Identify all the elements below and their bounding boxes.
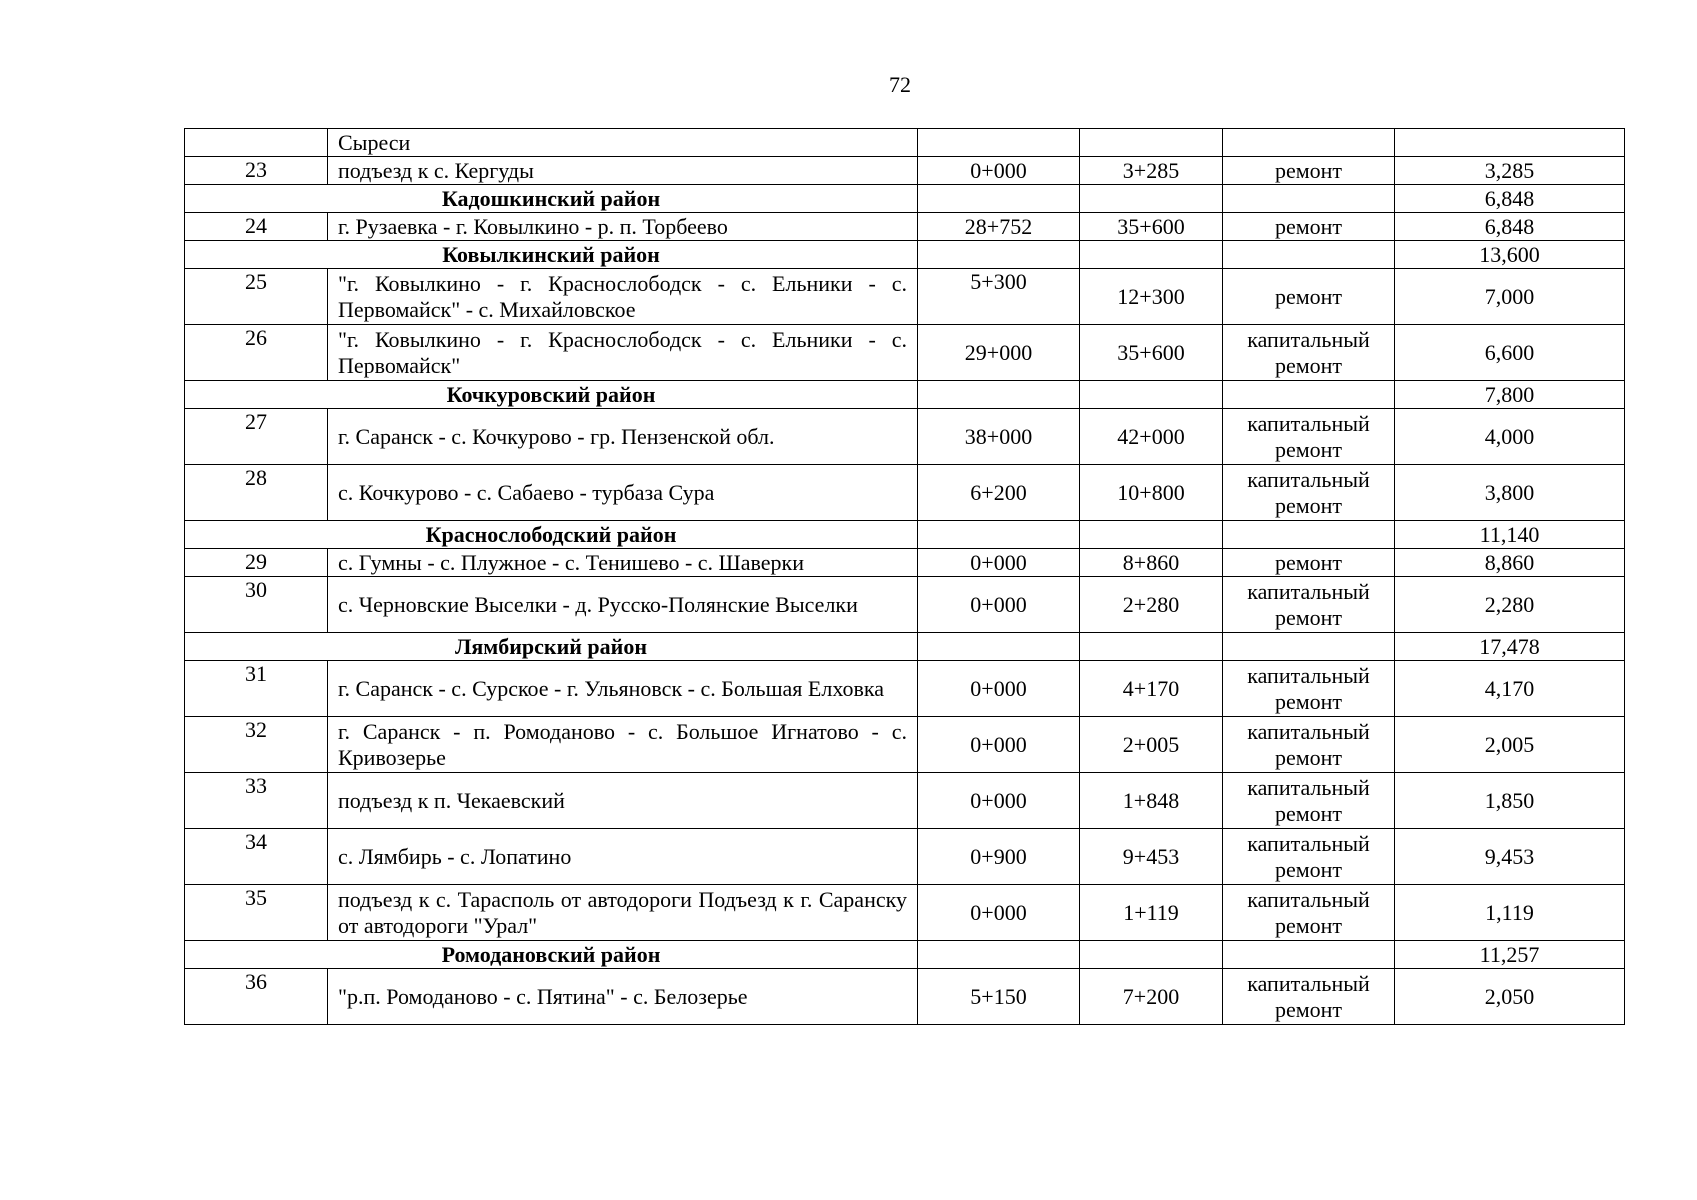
table-row [185, 465, 1625, 521]
start-km: 0+000 [918, 157, 1080, 185]
empty-cell [1080, 241, 1223, 269]
table-row [185, 969, 1625, 1025]
empty-cell [1223, 633, 1395, 661]
table-row [185, 269, 1625, 325]
row-number: 27 [185, 409, 328, 465]
end-km: 1+119 [1080, 885, 1223, 941]
end-km [1080, 129, 1223, 157]
page-number: 72 [889, 72, 911, 97]
district-length: 11,140 [1395, 521, 1625, 549]
row-number: 28 [185, 465, 328, 521]
table-row [185, 829, 1625, 885]
length-km: 4,170 [1395, 661, 1625, 717]
work-type: ремонт [1223, 549, 1395, 577]
roads-table [184, 128, 1625, 1025]
empty-cell [918, 185, 1080, 213]
road-name: Сыреси [328, 129, 918, 157]
empty-cell [1080, 381, 1223, 409]
length-km: 6,848 [1395, 213, 1625, 241]
road-name: с. Гумны - с. Плужное - с. Тенишево - с. Шаверки [328, 549, 918, 577]
start-km: 0+000 [918, 885, 1080, 941]
road-name: подъезд к с. Тарасполь от автодороги Подъезд к г. Саранску от автодороги "Урал" [328, 885, 918, 941]
row-number [185, 129, 328, 157]
work-type: капитальный ремонт [1223, 717, 1395, 773]
work-type: капитальный ремонт [1223, 773, 1395, 829]
district-name: Ромодановский район [185, 941, 918, 969]
table-row [185, 885, 1625, 941]
empty-cell [1080, 521, 1223, 549]
length-km: 6,600 [1395, 325, 1625, 381]
district-row [185, 185, 1625, 213]
table-row [185, 717, 1625, 773]
work-type: ремонт [1223, 157, 1395, 185]
district-name: Лямбирский район [185, 633, 918, 661]
row-number: 31 [185, 661, 328, 717]
end-km: 35+600 [1080, 325, 1223, 381]
road-name: г. Саранск - п. Ромоданово - с. Большое Игнатово - с. Кривозерье [328, 717, 918, 773]
start-km: 29+000 [918, 325, 1080, 381]
end-km: 2+005 [1080, 717, 1223, 773]
row-number: 29 [185, 549, 328, 577]
length-km: 3,800 [1395, 465, 1625, 521]
road-name: с. Лямбирь - с. Лопатино [328, 829, 918, 885]
work-type: капитальный ремонт [1223, 661, 1395, 717]
end-km: 10+800 [1080, 465, 1223, 521]
empty-cell [918, 941, 1080, 969]
row-number: 34 [185, 829, 328, 885]
end-km: 4+170 [1080, 661, 1223, 717]
road-name: с. Черновские Выселки - д. Русско-Полянские Выселки [328, 577, 918, 633]
table-body [185, 129, 1625, 1025]
table-row [185, 773, 1625, 829]
empty-cell [918, 381, 1080, 409]
district-length: 6,848 [1395, 185, 1625, 213]
district-length: 7,800 [1395, 381, 1625, 409]
table-row [185, 409, 1625, 465]
district-length: 11,257 [1395, 941, 1625, 969]
row-number: 24 [185, 213, 328, 241]
empty-cell [918, 241, 1080, 269]
length-km: 2,050 [1395, 969, 1625, 1025]
length-km: 1,850 [1395, 773, 1625, 829]
district-row [185, 381, 1625, 409]
district-row [185, 521, 1625, 549]
row-number: 25 [185, 269, 328, 325]
empty-cell [1223, 941, 1395, 969]
end-km: 3+285 [1080, 157, 1223, 185]
road-name: подъезд к с. Кергуды [328, 157, 918, 185]
empty-cell [918, 633, 1080, 661]
end-km: 7+200 [1080, 969, 1223, 1025]
work-type: капитальный ремонт [1223, 325, 1395, 381]
start-km: 0+000 [918, 661, 1080, 717]
district-row [185, 941, 1625, 969]
start-km [918, 129, 1080, 157]
table-row [185, 129, 1625, 157]
road-name: с. Кочкурово - с. Сабаево - турбаза Сура [328, 465, 918, 521]
length-km: 2,280 [1395, 577, 1625, 633]
district-name: Краснослободский район [185, 521, 918, 549]
work-type: ремонт [1223, 213, 1395, 241]
empty-cell [1223, 185, 1395, 213]
road-name: подъезд к п. Чекаевский [328, 773, 918, 829]
length-km: 7,000 [1395, 269, 1625, 325]
road-name: г. Саранск - с. Кочкурово - гр. Пензенской обл. [328, 409, 918, 465]
district-name: Кадошкинский район [185, 185, 918, 213]
empty-cell [1223, 241, 1395, 269]
work-type: ремонт [1223, 269, 1395, 325]
end-km: 42+000 [1080, 409, 1223, 465]
row-number: 23 [185, 157, 328, 185]
row-number: 33 [185, 773, 328, 829]
work-type: капитальный ремонт [1223, 885, 1395, 941]
district-name: Ковылкинский район [185, 241, 918, 269]
table-row [185, 549, 1625, 577]
end-km: 2+280 [1080, 577, 1223, 633]
end-km: 9+453 [1080, 829, 1223, 885]
empty-cell [918, 521, 1080, 549]
start-km: 0+000 [918, 717, 1080, 773]
start-km: 0+900 [918, 829, 1080, 885]
end-km: 8+860 [1080, 549, 1223, 577]
table-row [185, 325, 1625, 381]
row-number: 26 [185, 325, 328, 381]
start-km: 28+752 [918, 213, 1080, 241]
table-row [185, 577, 1625, 633]
road-name: "г. Ковылкино - г. Краснослободск - с. Ельники - с. Первомайск" [328, 325, 918, 381]
road-name: г. Саранск - с. Сурское - г. Ульяновск - с. Большая Елховка [328, 661, 918, 717]
start-km: 0+000 [918, 577, 1080, 633]
end-km: 12+300 [1080, 269, 1223, 325]
work-type [1223, 129, 1395, 157]
length-km: 1,119 [1395, 885, 1625, 941]
district-length: 13,600 [1395, 241, 1625, 269]
length-km: 4,000 [1395, 409, 1625, 465]
road-name: "р.п. Ромоданово - с. Пятина" - с. Белозерье [328, 969, 918, 1025]
length-km: 2,005 [1395, 717, 1625, 773]
table-row [185, 661, 1625, 717]
work-type: капитальный ремонт [1223, 829, 1395, 885]
length-km: 9,453 [1395, 829, 1625, 885]
row-number: 35 [185, 885, 328, 941]
row-number: 30 [185, 577, 328, 633]
start-km: 5+300 [918, 269, 1080, 325]
district-length: 17,478 [1395, 633, 1625, 661]
district-name: Кочкуровский район [185, 381, 918, 409]
end-km: 1+848 [1080, 773, 1223, 829]
row-number: 32 [185, 717, 328, 773]
start-km: 0+000 [918, 773, 1080, 829]
work-type: капитальный ремонт [1223, 409, 1395, 465]
district-row [185, 633, 1625, 661]
empty-cell [1080, 185, 1223, 213]
start-km: 0+000 [918, 549, 1080, 577]
work-type: капитальный ремонт [1223, 969, 1395, 1025]
empty-cell [1080, 633, 1223, 661]
length-km: 3,285 [1395, 157, 1625, 185]
road-name: г. Рузаевка - г. Ковылкино - р. п. Торбеево [328, 213, 918, 241]
empty-cell [1223, 521, 1395, 549]
start-km: 38+000 [918, 409, 1080, 465]
table-row [185, 157, 1625, 185]
road-name: "г. Ковылкино - г. Краснослободск - с. Ельники - с. Первомайск" - с. Михайловское [328, 269, 918, 325]
work-type: капитальный ремонт [1223, 465, 1395, 521]
length-km [1395, 129, 1625, 157]
empty-cell [1080, 941, 1223, 969]
length-km: 8,860 [1395, 549, 1625, 577]
end-km: 35+600 [1080, 213, 1223, 241]
row-number: 36 [185, 969, 328, 1025]
empty-cell [1223, 381, 1395, 409]
work-type: капитальный ремонт [1223, 577, 1395, 633]
start-km: 6+200 [918, 465, 1080, 521]
start-km: 5+150 [918, 969, 1080, 1025]
table-row [185, 213, 1625, 241]
district-row [185, 241, 1625, 269]
